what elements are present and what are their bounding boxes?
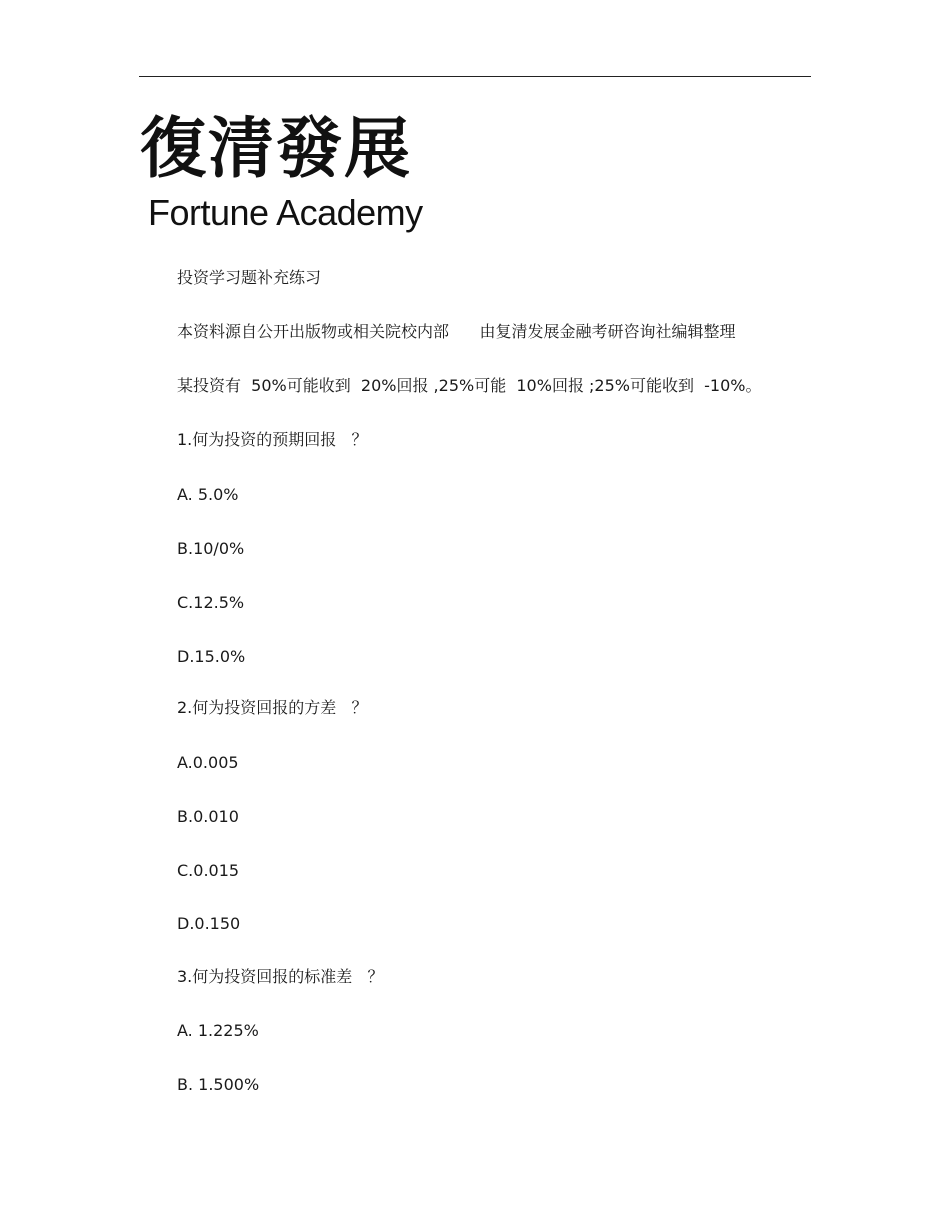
question-1-option-a: A. 5.0% <box>177 485 239 504</box>
question-2-stem: 2.何为投资回报的方差 ？ <box>177 698 368 717</box>
document-title: 投资学习题补充练习 <box>177 268 322 287</box>
question-3-option-b: B. 1.500% <box>177 1075 260 1094</box>
question-2-option-c: C.0.015 <box>177 861 240 880</box>
scenario-text: 某投资有 50%可能收到 20%回报 ,25%可能 10%回报 ;25%可能收到 -10%。 <box>177 376 762 395</box>
question-1-option-c: C.12.5% <box>177 593 245 612</box>
logo-chinese-name: 復清發展 <box>140 109 412 187</box>
question-1-stem: 1.何为投资的预期回报 ？ <box>177 430 368 449</box>
logo-english-name: Fortune Academy <box>148 192 423 233</box>
fortune-academy-logo <box>140 109 430 237</box>
question-3-stem: 3.何为投资回报的标准差 ？ <box>177 967 384 986</box>
question-2-option-b: B.0.010 <box>177 807 239 826</box>
question-1-option-d: D.15.0% <box>177 647 246 666</box>
header-rule <box>139 76 811 77</box>
source-note: 本资料源自公开出版物或相关院校内部 由复清发展金融考研咨询社编辑整理 <box>177 322 736 341</box>
question-1-option-b: B.10/0% <box>177 539 245 558</box>
question-2-option-a: A.0.005 <box>177 753 239 772</box>
question-3-option-a: A. 1.225% <box>177 1021 259 1040</box>
question-2-option-d: D.0.150 <box>177 914 241 933</box>
